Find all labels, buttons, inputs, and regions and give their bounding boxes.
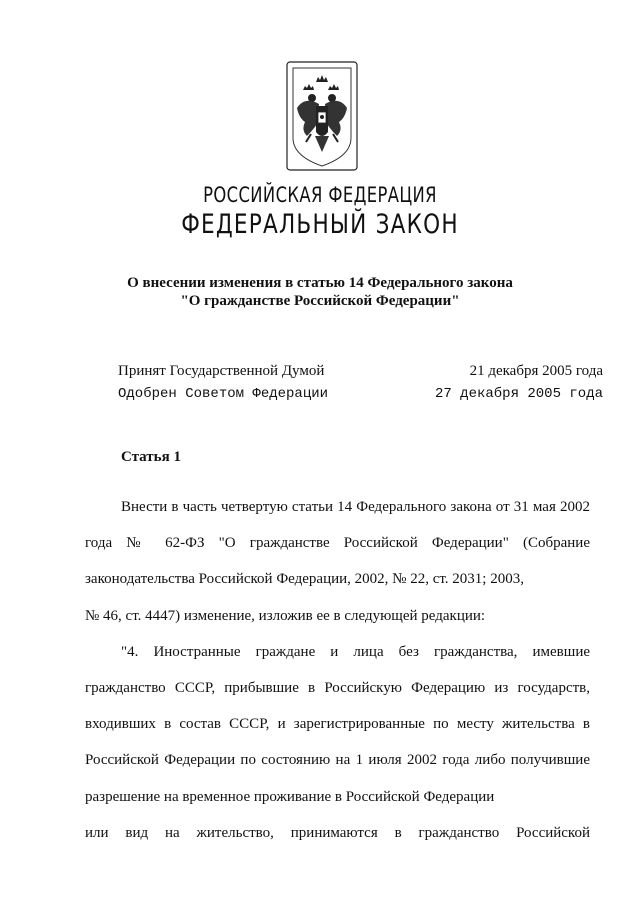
article-body xyxy=(85,489,590,851)
duma-date: 21 декабря 2005 года xyxy=(469,363,603,379)
council-label: Одобрен Советом Федерации xyxy=(118,386,329,402)
law-title-line-2: "О гражданстве Российской Федерации" xyxy=(180,293,460,309)
paragraph-1: Внести в часть четвертую статьи 14 Федерального закона от 31 мая 2002 года № 62-ФЗ "О гражданстве Российской Федерации" (Собрание законодательства Российской Федерации, 2002, № 22, ст. 2031; 2003, xyxy=(85,499,590,588)
paragraph-2: "4. Иностранные граждане и лица без гражданства, имевшие гражданство СССР, прибывшие в Российскую Федерацию из государств, входивших в состав СССР, и зарегистрированные по месту жительства в Российской Федерации по состоянию на 1 июля 2002 года либо получившие разрешение на временное проживание в Российской Федерации xyxy=(85,643,590,805)
law-title xyxy=(0,274,640,310)
coat-of-arms-emblem xyxy=(285,60,359,172)
council-date: 27 декабря 2005 года xyxy=(434,386,603,402)
duma-label: Принят Государственной Думой xyxy=(118,363,325,379)
document-type: ФЕДЕРАЛЬНЫЙ ЗАКОН xyxy=(181,209,459,240)
law-title-line-1: О внесении изменения в статью 14 Федерального закона xyxy=(127,275,513,291)
paragraph-2-last-line: или вид на жительство, принимаются в гражданство Российской xyxy=(85,824,590,841)
paragraph-1-end: № 46, ст. 4447) изменение, изложив ее в следующей редакции: xyxy=(85,607,486,624)
country-name: РОССИЙСКАЯ ФЕДЕРАЦИЯ xyxy=(203,183,437,207)
article-heading: Статья 1 xyxy=(121,449,181,465)
